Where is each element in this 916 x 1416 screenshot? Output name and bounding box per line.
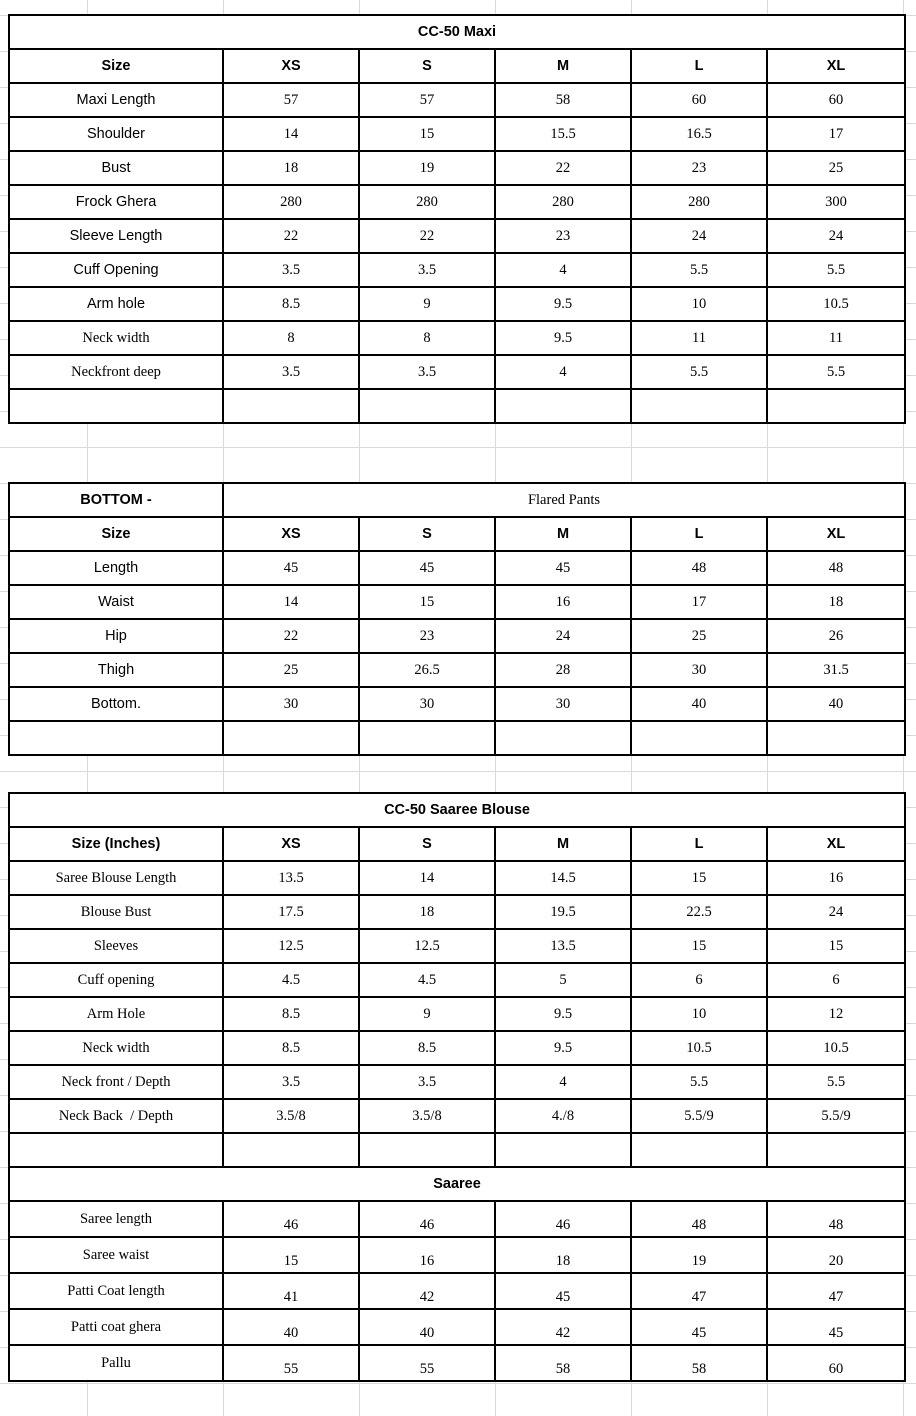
- value-cell[interactable]: 10.5: [631, 1031, 767, 1065]
- table-row: [9, 253, 905, 287]
- value-cell[interactable]: 58: [631, 1345, 767, 1381]
- row-label-cell[interactable]: Frock Ghera: [9, 185, 223, 219]
- maxi-header-cell[interactable]: Size: [9, 49, 223, 83]
- value-cell[interactable]: 4./8: [495, 1099, 631, 1133]
- value-cell[interactable]: 48: [631, 1201, 767, 1237]
- value-cell[interactable]: 3.5: [223, 355, 359, 389]
- value-cell[interactable]: 15: [631, 929, 767, 963]
- value-cell[interactable]: 15: [631, 861, 767, 895]
- value-cell[interactable]: 60: [767, 1345, 905, 1381]
- bottom-header-cell[interactable]: S: [359, 517, 495, 551]
- table-row: [9, 287, 905, 321]
- value-cell[interactable]: 23: [631, 151, 767, 185]
- value-cell[interactable]: 8: [223, 321, 359, 355]
- row-label-cell[interactable]: Hip: [9, 619, 223, 653]
- row-label-cell[interactable]: Blouse Bust: [9, 895, 223, 929]
- value-cell[interactable]: 22: [359, 219, 495, 253]
- row-label-cell[interactable]: Neck width: [9, 1031, 223, 1065]
- value-cell[interactable]: 280: [631, 185, 767, 219]
- table-row: [9, 1031, 905, 1065]
- value-cell[interactable]: 10.5: [767, 1031, 905, 1065]
- empty-row: [9, 1133, 905, 1167]
- blouse-title[interactable]: CC-50 Saaree Blouse: [9, 793, 905, 827]
- value-cell[interactable]: 31.5: [767, 653, 905, 687]
- value-cell[interactable]: 4: [495, 1065, 631, 1099]
- value-cell[interactable]: 60: [767, 83, 905, 117]
- value-cell[interactable]: 5.5: [631, 1065, 767, 1099]
- value-cell[interactable]: 300: [767, 185, 905, 219]
- bottom-subtitle[interactable]: Flared Pants: [223, 483, 905, 517]
- empty-cell[interactable]: [9, 389, 223, 423]
- empty-cell[interactable]: [495, 389, 631, 423]
- value-cell[interactable]: 30: [495, 687, 631, 721]
- value-cell[interactable]: 19: [359, 151, 495, 185]
- value-cell[interactable]: 14: [223, 117, 359, 151]
- table-row: [9, 1273, 905, 1309]
- value-cell[interactable]: 5.5: [767, 355, 905, 389]
- table-row: [9, 219, 905, 253]
- bottom-header-cell[interactable]: L: [631, 517, 767, 551]
- value-cell[interactable]: 22: [223, 219, 359, 253]
- value-cell[interactable]: 25: [223, 653, 359, 687]
- value-cell[interactable]: 5.5/9: [767, 1099, 905, 1133]
- value-cell[interactable]: 3.5/8: [359, 1099, 495, 1133]
- value-cell[interactable]: 8.5: [223, 287, 359, 321]
- blouse-header-cell[interactable]: L: [631, 827, 767, 861]
- value-cell[interactable]: 5: [495, 963, 631, 997]
- maxi-title-row: [9, 15, 905, 49]
- bottom-header-cell[interactable]: XS: [223, 517, 359, 551]
- value-cell[interactable]: 22: [495, 151, 631, 185]
- bottom-size-table: [8, 482, 906, 756]
- empty-cell[interactable]: [767, 721, 905, 755]
- blouse-header-cell[interactable]: XL: [767, 827, 905, 861]
- value-cell[interactable]: 58: [495, 1345, 631, 1381]
- bottom-header-row: [9, 517, 905, 551]
- table-row: [9, 585, 905, 619]
- value-cell[interactable]: 11: [767, 321, 905, 355]
- empty-cell[interactable]: [495, 1133, 631, 1167]
- value-cell[interactable]: 280: [495, 185, 631, 219]
- empty-cell[interactable]: [495, 721, 631, 755]
- value-cell[interactable]: 3.5: [359, 1065, 495, 1099]
- value-cell[interactable]: 45: [359, 551, 495, 585]
- value-cell[interactable]: 17: [631, 585, 767, 619]
- row-label-cell[interactable]: Shoulder: [9, 117, 223, 151]
- empty-cell[interactable]: [359, 389, 495, 423]
- value-cell[interactable]: 48: [631, 551, 767, 585]
- value-cell[interactable]: 3.5: [359, 253, 495, 287]
- value-cell[interactable]: 23: [495, 219, 631, 253]
- value-cell[interactable]: 10.5: [767, 287, 905, 321]
- value-cell[interactable]: 45: [631, 1309, 767, 1345]
- value-cell[interactable]: 24: [495, 619, 631, 653]
- empty-cell[interactable]: [9, 721, 223, 755]
- value-cell[interactable]: 19: [631, 1237, 767, 1273]
- value-cell[interactable]: 13.5: [495, 929, 631, 963]
- value-cell[interactable]: 16: [767, 861, 905, 895]
- value-cell[interactable]: 4: [495, 253, 631, 287]
- value-cell[interactable]: 16.5: [631, 117, 767, 151]
- value-cell[interactable]: 15: [223, 1237, 359, 1273]
- value-cell[interactable]: 40: [631, 687, 767, 721]
- row-label-cell[interactable]: Bust: [9, 151, 223, 185]
- blouse-title-row: [9, 793, 905, 827]
- value-cell[interactable]: 45: [223, 551, 359, 585]
- value-cell[interactable]: 30: [359, 687, 495, 721]
- value-cell[interactable]: 40: [767, 687, 905, 721]
- blouse-header-cell[interactable]: XS: [223, 827, 359, 861]
- value-cell[interactable]: 40: [223, 1309, 359, 1345]
- value-cell[interactable]: 42: [359, 1273, 495, 1309]
- table-row: [9, 1065, 905, 1099]
- value-cell[interactable]: 47: [767, 1273, 905, 1309]
- empty-cell[interactable]: [223, 721, 359, 755]
- value-cell[interactable]: 20: [767, 1237, 905, 1273]
- empty-cell[interactable]: [767, 389, 905, 423]
- empty-cell[interactable]: [631, 389, 767, 423]
- value-cell[interactable]: 16: [359, 1237, 495, 1273]
- value-cell[interactable]: 55: [359, 1345, 495, 1381]
- empty-cell[interactable]: [359, 721, 495, 755]
- value-cell[interactable]: 55: [223, 1345, 359, 1381]
- table-row: [9, 963, 905, 997]
- row-label-cell[interactable]: Patti Coat length: [9, 1273, 223, 1309]
- value-cell[interactable]: 57: [223, 83, 359, 117]
- value-cell[interactable]: 15: [767, 929, 905, 963]
- value-cell[interactable]: 42: [495, 1309, 631, 1345]
- row-label-cell[interactable]: Sleeves: [9, 929, 223, 963]
- value-cell[interactable]: 9: [359, 287, 495, 321]
- row-label-cell[interactable]: Saree length: [9, 1201, 223, 1237]
- value-cell[interactable]: 280: [359, 185, 495, 219]
- value-cell[interactable]: 23: [359, 619, 495, 653]
- value-cell[interactable]: 45: [495, 1273, 631, 1309]
- value-cell[interactable]: 15: [359, 585, 495, 619]
- value-cell[interactable]: 46: [359, 1201, 495, 1237]
- value-cell[interactable]: 6: [631, 963, 767, 997]
- value-cell[interactable]: 5.5/9: [631, 1099, 767, 1133]
- value-cell[interactable]: 5.5: [767, 253, 905, 287]
- blouse-header-cell[interactable]: M: [495, 827, 631, 861]
- row-label-cell[interactable]: Length: [9, 551, 223, 585]
- value-cell[interactable]: 18: [359, 895, 495, 929]
- value-cell[interactable]: 28: [495, 653, 631, 687]
- value-cell[interactable]: 10: [631, 287, 767, 321]
- table-row: [9, 997, 905, 1031]
- table-row: [9, 83, 905, 117]
- value-cell[interactable]: 11: [631, 321, 767, 355]
- value-cell[interactable]: 6: [767, 963, 905, 997]
- bottom-header-cell[interactable]: XL: [767, 517, 905, 551]
- value-cell[interactable]: 3.5: [359, 355, 495, 389]
- row-label-cell[interactable]: Saree waist: [9, 1237, 223, 1273]
- value-cell[interactable]: 30: [223, 687, 359, 721]
- value-cell[interactable]: 4.5: [359, 963, 495, 997]
- value-cell[interactable]: 58: [495, 83, 631, 117]
- saree-title-row: [9, 1167, 905, 1201]
- value-cell[interactable]: 18: [223, 151, 359, 185]
- value-cell[interactable]: 60: [631, 83, 767, 117]
- value-cell[interactable]: 24: [631, 219, 767, 253]
- blouse-header-row: [9, 827, 905, 861]
- empty-cell[interactable]: [9, 1133, 223, 1167]
- row-label-cell[interactable]: Neck Back / Depth: [9, 1099, 223, 1133]
- value-cell[interactable]: 18: [767, 585, 905, 619]
- table-row: [9, 1099, 905, 1133]
- value-cell[interactable]: 9.5: [495, 287, 631, 321]
- maxi-header-cell[interactable]: L: [631, 49, 767, 83]
- empty-cell[interactable]: [767, 1133, 905, 1167]
- empty-cell[interactable]: [631, 1133, 767, 1167]
- maxi-header-cell[interactable]: M: [495, 49, 631, 83]
- row-label-cell[interactable]: Maxi Length: [9, 83, 223, 117]
- blouse-header-cell[interactable]: Size (Inches): [9, 827, 223, 861]
- value-cell[interactable]: 5.5: [767, 1065, 905, 1099]
- bottom-header-cell[interactable]: M: [495, 517, 631, 551]
- maxi-header-cell[interactable]: XL: [767, 49, 905, 83]
- maxi-header-cell[interactable]: XS: [223, 49, 359, 83]
- blouse-header-cell[interactable]: S: [359, 827, 495, 861]
- table-row: [9, 185, 905, 219]
- maxi-title[interactable]: CC-50 Maxi: [9, 15, 905, 49]
- value-cell[interactable]: 14: [223, 585, 359, 619]
- value-cell[interactable]: 30: [631, 653, 767, 687]
- row-label-cell[interactable]: Patti coat ghera: [9, 1309, 223, 1345]
- bottom-label[interactable]: BOTTOM -: [9, 483, 223, 517]
- table-row: [9, 117, 905, 151]
- row-label-cell[interactable]: Neck front / Depth: [9, 1065, 223, 1099]
- value-cell[interactable]: 9.5: [495, 321, 631, 355]
- row-label-cell[interactable]: Cuff opening: [9, 963, 223, 997]
- row-label-cell[interactable]: Pallu: [9, 1345, 223, 1381]
- value-cell[interactable]: 46: [495, 1201, 631, 1237]
- value-cell[interactable]: 12.5: [359, 929, 495, 963]
- value-cell[interactable]: 9.5: [495, 1031, 631, 1065]
- value-cell[interactable]: 3.5: [223, 1065, 359, 1099]
- value-cell[interactable]: 5.5: [631, 253, 767, 287]
- value-cell[interactable]: 16: [495, 585, 631, 619]
- value-cell[interactable]: 3.5/8: [223, 1099, 359, 1133]
- value-cell[interactable]: 17: [767, 117, 905, 151]
- value-cell[interactable]: 24: [767, 895, 905, 929]
- value-cell[interactable]: 9: [359, 997, 495, 1031]
- value-cell[interactable]: 48: [767, 551, 905, 585]
- value-cell[interactable]: 40: [359, 1309, 495, 1345]
- value-cell[interactable]: 26.5: [359, 653, 495, 687]
- row-label-cell[interactable]: Sleeve Length: [9, 219, 223, 253]
- value-cell[interactable]: 8.5: [223, 1031, 359, 1065]
- row-label-cell[interactable]: Saree Blouse Length: [9, 861, 223, 895]
- value-cell[interactable]: 45: [495, 551, 631, 585]
- maxi-header-row: [9, 49, 905, 83]
- saree-title[interactable]: Saaree: [9, 1167, 905, 1201]
- table-row: [9, 1237, 905, 1273]
- value-cell[interactable]: 9.5: [495, 997, 631, 1031]
- value-cell[interactable]: 5.5: [631, 355, 767, 389]
- row-label-cell[interactable]: Bottom.: [9, 687, 223, 721]
- empty-cell[interactable]: [223, 389, 359, 423]
- empty-cell[interactable]: [223, 1133, 359, 1167]
- row-label-cell[interactable]: Waist: [9, 585, 223, 619]
- value-cell[interactable]: 15.5: [495, 117, 631, 151]
- value-cell[interactable]: 24: [767, 219, 905, 253]
- empty-cell[interactable]: [359, 1133, 495, 1167]
- row-label-cell[interactable]: Cuff Opening: [9, 253, 223, 287]
- value-cell[interactable]: 14.5: [495, 861, 631, 895]
- value-cell[interactable]: 46: [223, 1201, 359, 1237]
- empty-row: [9, 389, 905, 423]
- value-cell[interactable]: 12.5: [223, 929, 359, 963]
- value-cell[interactable]: 13.5: [223, 861, 359, 895]
- table-row: [9, 1201, 905, 1237]
- bottom-title-row: [9, 483, 905, 517]
- value-cell[interactable]: 26: [767, 619, 905, 653]
- value-cell[interactable]: 19.5: [495, 895, 631, 929]
- value-cell[interactable]: 18: [495, 1237, 631, 1273]
- table-row: [9, 653, 905, 687]
- value-cell[interactable]: 48: [767, 1201, 905, 1237]
- value-cell[interactable]: 41: [223, 1273, 359, 1309]
- value-cell[interactable]: 25: [767, 151, 905, 185]
- value-cell[interactable]: 280: [223, 185, 359, 219]
- table-row: [9, 1309, 905, 1345]
- table-row: [9, 551, 905, 585]
- table-row: [9, 355, 905, 389]
- table-row: [9, 321, 905, 355]
- row-label-cell[interactable]: Arm Hole: [9, 997, 223, 1031]
- maxi-header-cell[interactable]: S: [359, 49, 495, 83]
- row-label-cell[interactable]: Neck width: [9, 321, 223, 355]
- empty-cell[interactable]: [631, 721, 767, 755]
- value-cell[interactable]: 57: [359, 83, 495, 117]
- value-cell[interactable]: 10: [631, 997, 767, 1031]
- value-cell[interactable]: 45: [767, 1309, 905, 1345]
- table-row: [9, 151, 905, 185]
- table-row: [9, 1345, 905, 1381]
- value-cell[interactable]: 4.5: [223, 963, 359, 997]
- maxi-size-table: [8, 14, 906, 424]
- row-label-cell[interactable]: Neckfront deep: [9, 355, 223, 389]
- table-row: [9, 619, 905, 653]
- table-row: [9, 895, 905, 929]
- value-cell[interactable]: 14: [359, 861, 495, 895]
- value-cell[interactable]: 3.5: [223, 253, 359, 287]
- value-cell[interactable]: 4: [495, 355, 631, 389]
- bottom-header-cell[interactable]: Size: [9, 517, 223, 551]
- table-row: [9, 687, 905, 721]
- value-cell[interactable]: 25: [631, 619, 767, 653]
- row-label-cell[interactable]: Arm hole: [9, 287, 223, 321]
- value-cell[interactable]: 8.5: [223, 997, 359, 1031]
- value-cell[interactable]: 17.5: [223, 895, 359, 929]
- table-row: [9, 929, 905, 963]
- value-cell[interactable]: 47: [631, 1273, 767, 1309]
- value-cell[interactable]: 8.5: [359, 1031, 495, 1065]
- empty-row: [9, 721, 905, 755]
- table-row: [9, 861, 905, 895]
- value-cell[interactable]: 12: [767, 997, 905, 1031]
- blouse-size-table: [8, 792, 906, 1382]
- value-cell[interactable]: 22.5: [631, 895, 767, 929]
- value-cell[interactable]: 22: [223, 619, 359, 653]
- row-label-cell[interactable]: Thigh: [9, 653, 223, 687]
- value-cell[interactable]: 15: [359, 117, 495, 151]
- value-cell[interactable]: 8: [359, 321, 495, 355]
